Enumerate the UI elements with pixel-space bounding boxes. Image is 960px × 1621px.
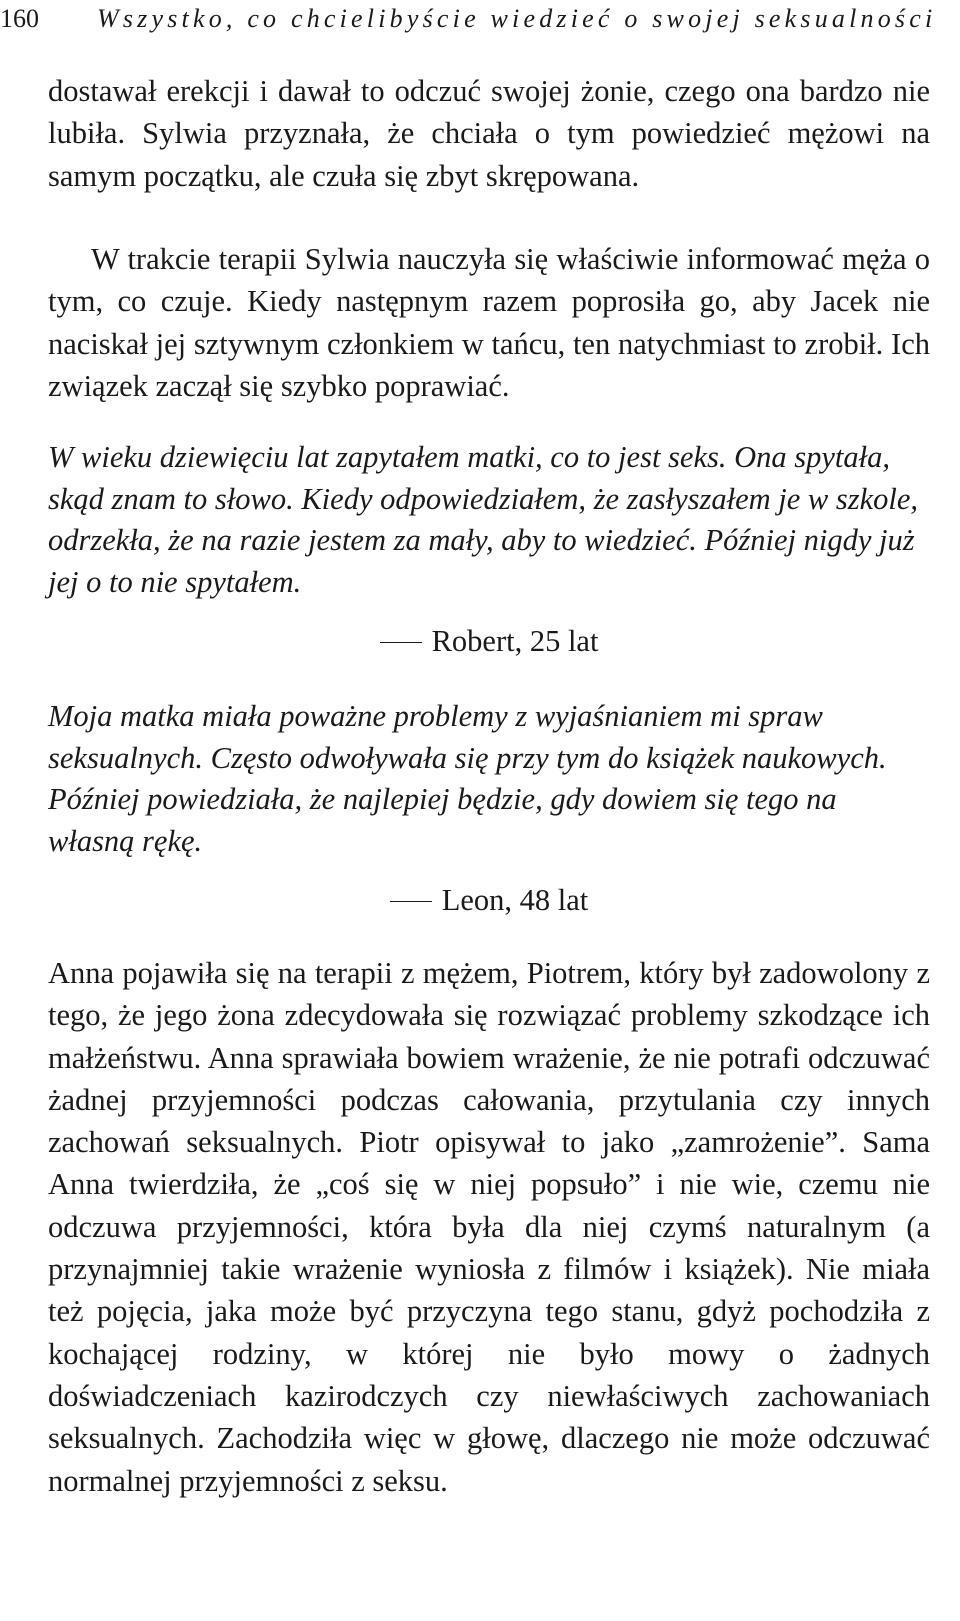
attribution-2 [48,879,930,921]
paragraph-1: dostawał erekcji i dawał to odczuć swojej żonie, czego ona bardzo nie lubiła. Sylwia przyznała, że chciała o tym powiedzieć mężowi na samym początku, ale czuła się zbyt skrępowana. [48,74,930,193]
attribution-1-text: Robert, 25 lat [431,624,599,658]
quote-1-block [48,437,930,603]
page-number: 160 [0,4,39,33]
paragraph-1-block [48,70,930,197]
running-head [0,0,960,40]
quote-2: Moja matka miała poważne problemy z wyjaśnianiem mi spraw seksualnych. Często odwoływała się przy tym do książek naukowych. Później powiedziała, że najlepiej będzie, gdy dowiem się tego na własną rękę. [48,699,887,858]
attribution-2-text: Leon, 48 lat [441,883,589,917]
paragraph-2: W trakcie terapii Sylwia nauczyła się właściwie informować męża o tym, co czuje. Kiedy następnym razem poprosiła go, aby Jacek nie naciskał jej sztywnym członkiem w tańcu, ten natychmiast to zrobił. Ich związek zaczął się szybko poprawiać. [48,242,930,403]
paragraph-3-block [48,952,930,1502]
em-dash [390,901,432,902]
quote-1: W wieku dziewięciu lat zapytałem matki, co to jest seks. Ona spytała, skąd znam to słowo. Kiedy odpowiedziałem, że zasłyszałem je w szkole, odrzekła, że na razie jestem za mały, aby to wiedzieć. Później nigdy już jej o to nie spytałem. [48,440,919,599]
running-title: Wszystko, co chcielibyście wiedzieć o swojej seksualności [97,4,937,33]
quote-2-block [48,696,930,862]
attribution-1-block [48,620,930,662]
paragraph-2-block [48,238,930,407]
em-dash [380,642,422,643]
attribution-2-block [48,879,930,921]
attribution-1 [48,620,930,662]
paragraph-3: Anna pojawiła się na terapii z mężem, Piotrem, który był zadowolony z tego, że jego żona zdecydowała się rozwiązać problemy szkodzące ich małżeństwu. Anna sprawiała bowiem wrażenie, że nie potrafi odczuwać żadnej przyjemności podczas całowania, przytulania czy innych zachowań seksualnych. Piotr opisywał to jako „zamrożenie”. Sama Anna twierdziła, że „coś się w niej popsuło” i nie wie, czemu nie odczuwa przyjemności, która była dla niej czymś naturalnym (a przynajmniej takie wrażenie wyniosła z filmów i książek). Nie miała też pojęcia, jaka może być przyczyna tego stanu, gdyż pochodziła z kochającej rodziny, w której nie było mowy o żadnych doświadczeniach kazirodczych czy niewłaściwych zachowaniach seksualnych. Zachodziła więc w głowę, dlaczego nie może odczuwać normalnej przyjemności z seksu. [48,956,930,1498]
